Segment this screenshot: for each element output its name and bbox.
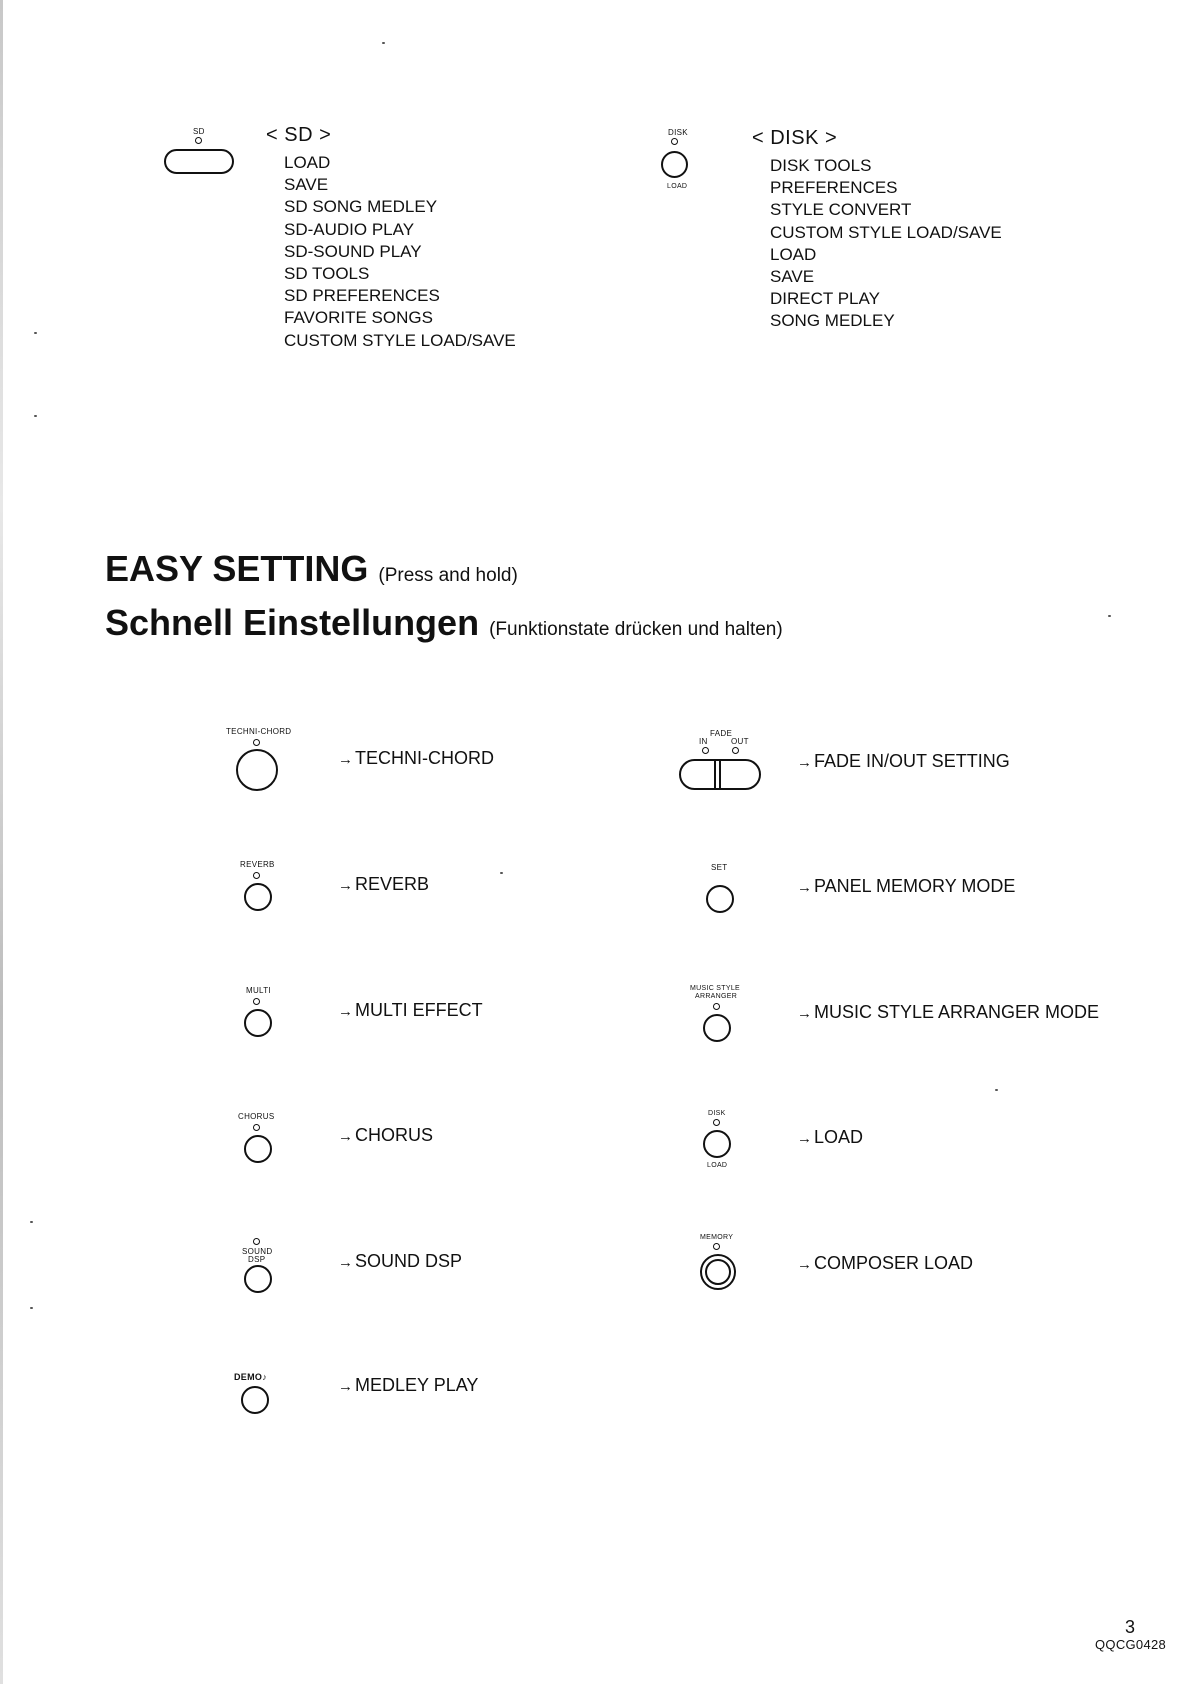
- sound-dsp-button[interactable]: [244, 1265, 272, 1293]
- disk-menu-item: CUSTOM STYLE LOAD/SAVE: [770, 222, 1002, 242]
- disk-button[interactable]: [661, 151, 688, 178]
- multi-button-label: MULTI: [246, 986, 271, 995]
- page-number: 3: [1125, 1617, 1136, 1637]
- disk-menu-title: < DISK >: [752, 127, 838, 149]
- disk-menu-item: DIRECT PLAY: [770, 289, 880, 309]
- arrow-icon: →: [338, 877, 353, 894]
- arrow-icon: →: [338, 1378, 353, 1395]
- arrow-icon: →: [797, 879, 812, 896]
- arrow-icon: →: [338, 751, 353, 768]
- easy-item-multi-effect: [338, 1000, 483, 1021]
- multi-button[interactable]: [244, 1009, 272, 1037]
- easy-item-sound-dsp: [338, 1251, 462, 1272]
- document-code: QQCG0428: [1095, 1637, 1167, 1652]
- scan-speck: [34, 415, 37, 417]
- techni-chord-button-label: TECHNI-CHORD: [226, 727, 292, 736]
- multi-led-icon: [253, 998, 260, 1005]
- memory-button[interactable]: [700, 1254, 736, 1290]
- easy-item-label: MULTI EFFECT: [355, 1000, 483, 1020]
- easy-item-techni-chord: [338, 748, 494, 769]
- sd-menu-item: SD SONG MEDLEY: [284, 197, 438, 217]
- fade-button-divider: [714, 759, 721, 790]
- easy-item-label: REVERB: [355, 874, 430, 894]
- chorus-button[interactable]: [244, 1135, 272, 1163]
- easy-setting-title: EASY SETTING: [105, 548, 369, 589]
- arrow-icon: →: [797, 1130, 812, 1147]
- disk-button-sub-label: LOAD: [667, 183, 688, 190]
- easy-setting-heading: [105, 548, 518, 590]
- schnell-einstellungen-title: Schnell Einstellungen: [105, 602, 480, 643]
- music-style-button-label-top: MUSIC STYLE: [690, 985, 740, 992]
- reverb-button-label: REVERB: [240, 860, 275, 869]
- sd-menu-item: FAVORITE SONGS: [284, 308, 433, 328]
- easy-item-panel-memory-mode: [797, 876, 1015, 897]
- music-style-arranger-button[interactable]: [703, 1014, 731, 1042]
- sound-dsp-led-icon: [253, 1238, 260, 1245]
- schnell-einstellungen-heading: [105, 602, 783, 644]
- fade-out-led-icon: [732, 747, 739, 754]
- sd-menu-item: LOAD: [284, 153, 331, 172]
- scan-speck: [382, 42, 385, 44]
- sd-button[interactable]: [164, 149, 234, 174]
- techni-chord-led-icon: [253, 739, 260, 746]
- disk-button-label: DISK: [668, 128, 688, 137]
- fade-button-label: FADE: [710, 729, 733, 738]
- easy-item-label: MEDLEY PLAY: [355, 1375, 479, 1395]
- easy-item-label: COMPOSER LOAD: [814, 1253, 974, 1273]
- scan-speck: [500, 872, 503, 874]
- disk-menu-item: STYLE CONVERT: [770, 200, 912, 220]
- fade-out-label: OUT: [731, 737, 749, 746]
- arrow-icon: →: [338, 1003, 353, 1020]
- music-style-button-label-bottom: ARRANGER: [695, 993, 738, 1000]
- disk-menu-item: PREFERENCES: [770, 178, 898, 198]
- sd-menu-item: SD-SOUND PLAY: [284, 241, 422, 261]
- disk-led-icon: [671, 138, 678, 145]
- sd-led-icon: [195, 137, 202, 144]
- techni-chord-button[interactable]: [236, 749, 278, 791]
- reverb-led-icon: [253, 872, 260, 879]
- easy-item-chorus: [338, 1125, 433, 1146]
- easy-item-label: MUSIC STYLE ARRANGER MODE: [814, 1002, 1100, 1022]
- easy-item-load: [797, 1127, 863, 1148]
- easy-item-label: PANEL MEMORY MODE: [814, 876, 1016, 896]
- set-button[interactable]: [706, 885, 734, 913]
- sd-menu-item: SD PREFERENCES: [284, 286, 440, 306]
- sd-menu-item: SD TOOLS: [284, 264, 370, 284]
- sd-button-label: SD: [193, 127, 205, 136]
- music-style-led-icon: [713, 1003, 720, 1010]
- disk-menu-item: DISK TOOLS: [770, 156, 872, 175]
- scan-speck: [34, 332, 37, 334]
- arrow-icon: →: [797, 754, 812, 771]
- chorus-led-icon: [253, 1124, 260, 1131]
- arrow-icon: →: [338, 1128, 353, 1145]
- easy-item-music-style-arranger-mode: [797, 1002, 1099, 1023]
- demo-button-label: DEMO♪: [234, 1372, 267, 1382]
- disk-menu-item: SAVE: [770, 267, 815, 287]
- easy-item-label: TECHNI-CHORD: [355, 748, 494, 768]
- disk-load-button[interactable]: [703, 1130, 731, 1158]
- scan-edge: [0, 0, 3, 1684]
- sound-dsp-button-label-bottom: DSP: [248, 1255, 266, 1264]
- schnell-einstellungen-note: (Funktionstate drücken und halten): [489, 619, 783, 640]
- easy-item-label: CHORUS: [355, 1125, 434, 1145]
- fade-in-label: IN: [699, 737, 708, 746]
- set-button-label: SET: [711, 863, 728, 872]
- memory-led-icon: [713, 1243, 720, 1250]
- easy-item-fade-in-out-setting: [797, 751, 1010, 772]
- scan-speck: [30, 1307, 33, 1309]
- easy-item-label: LOAD: [814, 1127, 864, 1147]
- fade-in-led-icon: [702, 747, 709, 754]
- memory-button-inner-ring: [705, 1259, 731, 1285]
- sd-menu-item: SD-AUDIO PLAY: [284, 219, 415, 239]
- easy-item-medley-play: [338, 1375, 478, 1396]
- disk-menu-list: [770, 155, 1002, 333]
- sd-menu-title: < SD >: [266, 124, 332, 146]
- memory-button-label: MEMORY: [700, 1234, 734, 1241]
- reverb-button[interactable]: [244, 883, 272, 911]
- sound-dsp-button-label-top: SOUND: [242, 1247, 273, 1256]
- easy-item-label: FADE IN/OUT SETTING: [814, 751, 1010, 771]
- sd-menu-item: CUSTOM STYLE LOAD/SAVE: [284, 330, 516, 350]
- easy-item-composer-load: [797, 1253, 973, 1274]
- easy-item-reverb: [338, 874, 429, 895]
- demo-button[interactable]: [241, 1386, 269, 1414]
- arrow-icon: →: [797, 1005, 812, 1022]
- scan-speck: [30, 1221, 33, 1223]
- arrow-icon: →: [338, 1254, 353, 1271]
- easy-setting-note: (Press and hold): [378, 565, 518, 586]
- disk-load-button-label-top: DISK: [708, 1110, 726, 1117]
- disk-menu-item: SONG MEDLEY: [770, 311, 895, 331]
- easy-item-label: SOUND DSP: [355, 1251, 463, 1271]
- disk-menu-item: LOAD: [770, 244, 817, 264]
- sd-menu-item: SAVE: [284, 175, 329, 195]
- chorus-button-label: CHORUS: [238, 1112, 275, 1121]
- scan-speck: [1108, 615, 1111, 617]
- arrow-icon: →: [797, 1256, 812, 1273]
- disk-load-button-label-bottom: LOAD: [707, 1162, 728, 1169]
- sd-menu-list: [284, 152, 516, 352]
- disk-load-led-icon: [713, 1119, 720, 1126]
- scan-speck: [995, 1089, 998, 1091]
